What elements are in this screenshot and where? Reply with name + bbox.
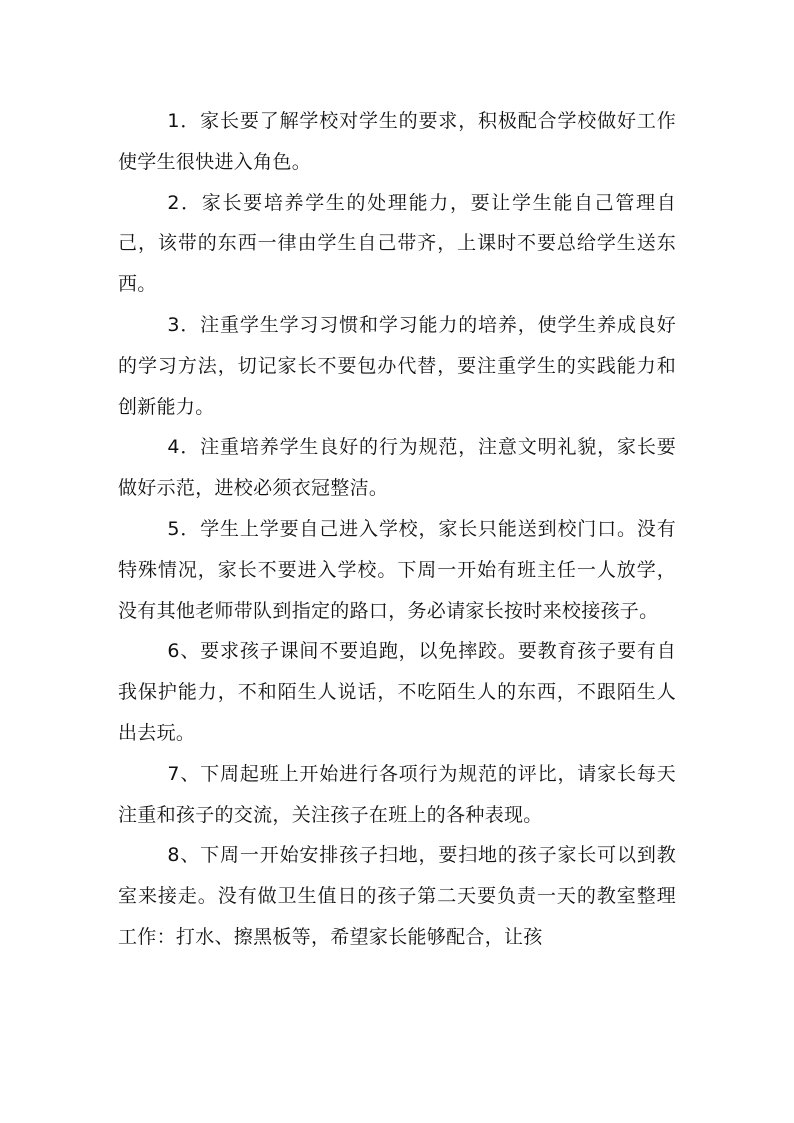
document-body <box>118 101 676 958</box>
paragraph-7: 7、下周起班上开始进行各项行为规范的评比，请家长每天注重和孩子的交流，关注孩子在班上的各种表现。 <box>118 762 676 826</box>
paragraph-4: 4．注重培养学生良好的行为规范，注意文明礼貌，家长要做好示范，进校必须衣冠整洁。 <box>118 436 676 500</box>
paragraph-1: 1．家长要了解学校对学生的要求，积极配合学校做好工作使学生很快进入角色。 <box>118 110 676 173</box>
paragraph-6: 6、要求孩子课间不要追跑，以免摔跤。要教育孩子要有自我保护能力，不和陌生人说话，不吃陌生人的东西，不跟陌生人出去玩。 <box>118 640 676 744</box>
paragraph-3: 3．注重学生学习习惯和学习能力的培养，使学生养成良好的学习方法，切记家长不要包办代替，要注重学生的实践能力和创新能力。 <box>118 313 676 418</box>
paragraph-5: 5．学生上学要自己进入学校，家长只能送到校门口。没有特殊情况，家长不要进入学校。下周一开始有班主任一人放学，没有其他老师带队到指定的路口，务必请家长按时来校接孩子。 <box>118 517 676 622</box>
paragraph-8: 8、下周一开始安排孩子扫地，要扫地的孩子家长可以到教室来接走。没有做卫生值日的孩子第二天要负责一天的教室整理工作：打水、擦黑板等，希望家长能够配合，让孩 <box>118 844 676 948</box>
paragraph-2: 2．家长要培养学生的处理能力，要让学生能自己管理自己，该带的东西一律由学生自己带齐，上课时不要总给学生送东西。 <box>118 191 676 296</box>
